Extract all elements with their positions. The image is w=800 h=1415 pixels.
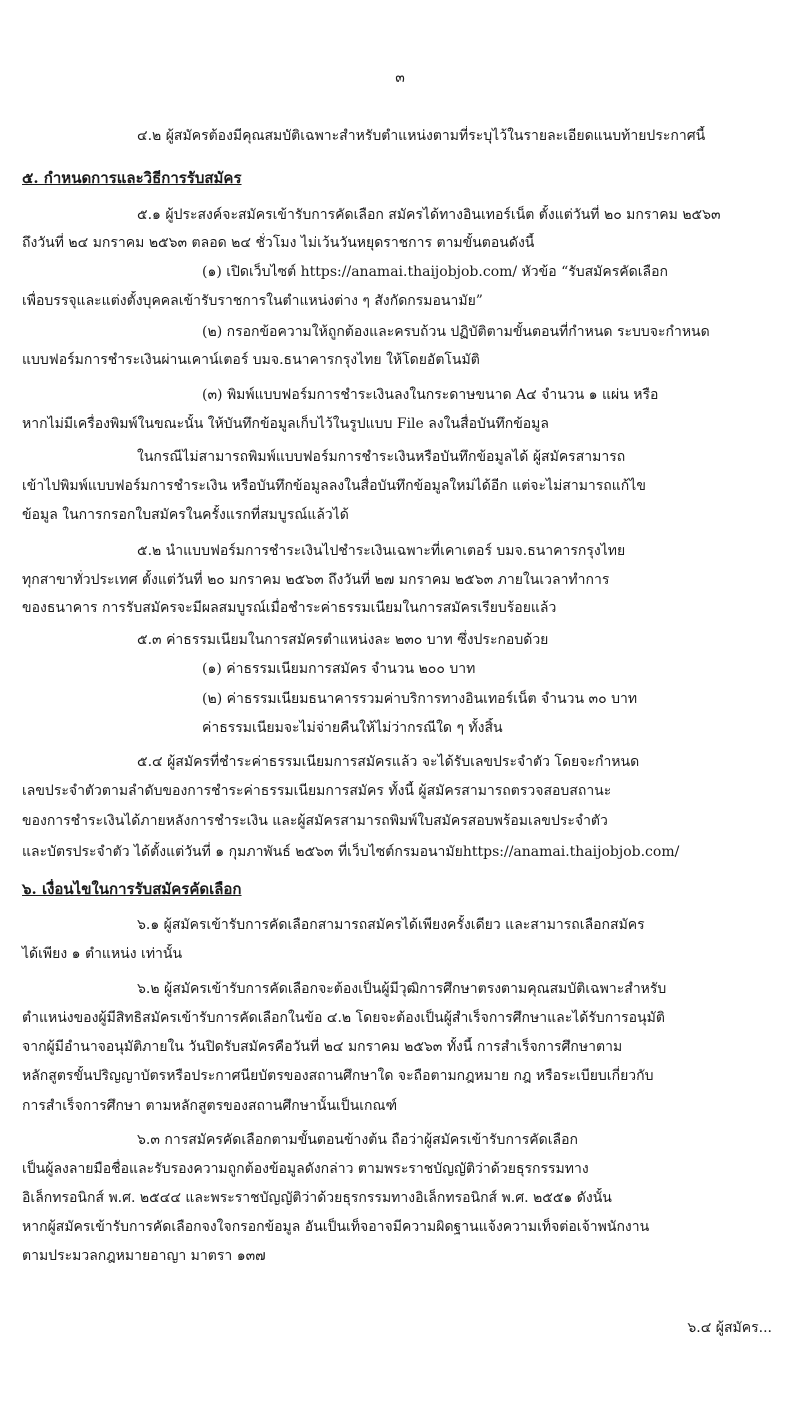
section-5-line: (๒) กรอกข้อความให้ถูกต้องและครบถ้วน ปฏิบัติตามขั้นตอนที่กำหนด ระบบจะกำหนด xyxy=(202,324,710,340)
section-6-line: หลักสูตรขั้นปริญญาบัตรหรือประกาศนียบัตรของสถานศึกษาใด จะถือตามกฎหมาย กฎ หรือระเบียบเกี่ยวกับ xyxy=(22,1068,654,1084)
section-5-line: ข้อมูล ในการกรอกใบสมัครในครั้งแรกที่สมบูรณ์แล้วได้ xyxy=(22,507,349,523)
page-number: ๓ xyxy=(395,70,405,86)
continuation-footer: ๖.๔ ผู้สมัคร... xyxy=(687,1320,772,1336)
section-6-line: ๖.๓ การสมัครคัดเลือกตามขั้นตอนข้างต้น ถือว่าผู้สมัครเข้ารับการคัดเลือก xyxy=(137,1132,579,1148)
section-5-line: (๑) เปิดเว็บไซต์ https://anamai.thaijobjob.com/ หัวข้อ “รับสมัครคัดเลือก xyxy=(202,264,669,280)
section-6-line: ตำแหน่งของผู้มีสิทธิสมัครเข้ารับการคัดเลือกในข้อ ๔.๒ โดยจะต้องเป็นผู้สำเร็จการศึกษาและได้รับการอนุมัติ xyxy=(22,1010,665,1026)
section-5-line: ๕.๓ ค่าธรรมเนียมในการสมัครตำแหน่งละ ๒๓๐ บาท ซึ่งประกอบด้วย xyxy=(137,632,549,648)
section-6-heading: ๖. เงื่อนไขในการรับสมัครคัดเลือก xyxy=(22,880,242,898)
section-5-line: ของการชำระเงินได้ภายหลังการชำระเงิน และผู้สมัครสามารถพิมพ์ใบสมัครสอบพร้อมเลขประจำตัว xyxy=(22,813,608,829)
section-5-line: (๑) ค่าธรรมเนียมการสมัคร จำนวน ๒๐๐ บาท xyxy=(202,661,476,677)
section-5-line: ในกรณีไม่สามารถพิมพ์แบบฟอร์มการชำระเงินหรือบันทึกข้อมูลได้ ผู้สมัครสามารถ xyxy=(137,449,626,465)
section-6-line: ตามประมวลกฎหมายอาญา มาตรา ๑๓๗ xyxy=(22,1248,266,1264)
item-4-2: ๔.๒ ผู้สมัครต้องมีคุณสมบัติเฉพาะสำหรับตำแหน่งตามที่ระบุไว้ในรายละเอียดแนบท้ายประกาศนี้ xyxy=(137,128,706,144)
section-5-line: และบัตรประจำตัว ได้ตั้งแต่วันที่ ๑ กุมภาพันธ์ ๒๕๖๓ ที่เว็บไซต์กรมอนามัยhttps://anamai.thaijobjob.com/ xyxy=(22,844,680,860)
section-6-line: ๖.๑ ผู้สมัครเข้ารับการคัดเลือกสามารถสมัครได้เพียงครั้งเดียว และสามารถเลือกสมัคร xyxy=(137,917,645,933)
section-6-line: การสำเร็จการศึกษา ตามหลักสูตรของสถานศึกษานั้นเป็นเกณฑ์ xyxy=(22,1098,398,1114)
section-5-heading: ๕. กำหนดการและวิธีการรับสมัคร xyxy=(22,169,242,187)
section-5-line: ทุกสาขาทั่วประเทศ ตั้งแต่วันที่ ๒๐ มกราคม ๒๕๖๓ ถึงวันที่ ๒๗ มกราคม ๒๕๖๓ ภายในเวลาทำการ xyxy=(22,572,610,588)
section-5-line: เลขประจำตัวตามลำดับของการชำระค่าธรรมเนียมการสมัคร ทั้งนี้ ผู้สมัครสามารถตรวจสอบสถานะ xyxy=(22,783,612,799)
section-5-line: เพื่อบรรจุและแต่งตั้งบุคคลเข้ารับราชการในตำแหน่งต่าง ๆ สังกัดกรมอนามัย” xyxy=(22,293,483,309)
section-6-line: ได้เพียง ๑ ตำแหน่ง เท่านั้น xyxy=(22,946,183,962)
section-6-line: เป็นผู้ลงลายมือชื่อและรับรองความถูกต้องข้อมูลดังกล่าว ตามพระราชบัญญัติว่าด้วยธุรกรรมทาง xyxy=(22,1161,589,1177)
section-5-line: ของธนาคาร การรับสมัครจะมีผลสมบูรณ์เมื่อชำระค่าธรรมเนียมในการสมัครเรียบร้อยแล้ว xyxy=(22,600,557,616)
section-5-line: ค่าธรรมเนียมจะไม่จ่ายคืนให้ไม่ว่ากรณีใด ๆ ทั้งสิ้น xyxy=(202,720,503,736)
section-5-line: ๕.๒ นำแบบฟอร์มการชำระเงินไปชำระเงินเฉพาะที่เคาเตอร์ บมจ.ธนาคารกรุงไทย xyxy=(137,543,626,559)
section-5-line: แบบฟอร์มการชำระเงินผ่านเคาน์เตอร์ บมจ.ธนาคารกรุงไทย ให้โดยอัตโนมัติ xyxy=(22,352,480,368)
section-5-line: ๕.๑ ผู้ประสงค์จะสมัครเข้ารับการคัดเลือก สมัครได้ทางอินเทอร์เน็ต ตั้งแต่วันที่ ๒๐ มกราคม ๒๕๖๓ xyxy=(137,207,721,223)
section-5-line: เข้าไปพิมพ์แบบฟอร์มการชำระเงิน หรือบันทึกข้อมูลลงในสื่อบันทึกข้อมูลใหม่ได้อีก แต่จะไม่สามารถแก้ไข xyxy=(22,478,646,494)
section-6-line: จากผู้มีอำนาจอนุมัติภายใน วันปิดรับสมัครคือวันที่ ๒๔ มกราคม ๒๕๖๓ ทั้งนี้ การสำเร็จการศึกษาตาม xyxy=(22,1039,623,1055)
section-6-line: หากผู้สมัครเข้ารับการคัดเลือกจงใจกรอกข้อมูล อันเป็นเท็จอาจมีความผิดฐานแจ้งความเท็จต่อเจ้าพนักงาน xyxy=(22,1219,650,1235)
section-6-line: ๖.๒ ผู้สมัครเข้ารับการคัดเลือกจะต้องเป็นผู้มีวุฒิการศึกษาตรงตามคุณสมบัติเฉพาะสำหรับ xyxy=(137,981,667,997)
section-5-line: ถึงวันที่ ๒๔ มกราคม ๒๕๖๓ ตลอด ๒๔ ชั่วโมง ไม่เว้นวันหยุดราชการ ตามขั้นตอนดังนี้ xyxy=(22,235,535,251)
section-5-line: (๒) ค่าธรรมเนียมธนาคารรวมค่าบริการทางอินเทอร์เน็ต จำนวน ๓๐ บาท xyxy=(202,691,638,707)
section-6-line: อิเล็กทรอนิกส์ พ.ศ. ๒๕๔๔ และพระราชบัญญัติว่าด้วยธุรกรรมทางอิเล็กทรอนิกส์ พ.ศ. ๒๕๕๑ ดังนั้น xyxy=(22,1190,612,1206)
section-5-line: ๕.๔ ผู้สมัครที่ชำระค่าธรรมเนียมการสมัครแล้ว จะได้รับเลขประจำตัว โดยจะกำหนด xyxy=(137,754,640,770)
section-5-line: (๓) พิมพ์แบบฟอร์มการชำระเงินลงในกระดาษขนาด A๔ จำนวน ๑ แผ่น หรือ xyxy=(202,387,659,403)
section-5-line: หากไม่มีเครื่องพิมพ์ในขณะนั้น ให้บันทึกข้อมูลเก็บไว้ในรูปแบบ File ลงในสื่อบันทึกข้อมูล xyxy=(22,416,549,432)
